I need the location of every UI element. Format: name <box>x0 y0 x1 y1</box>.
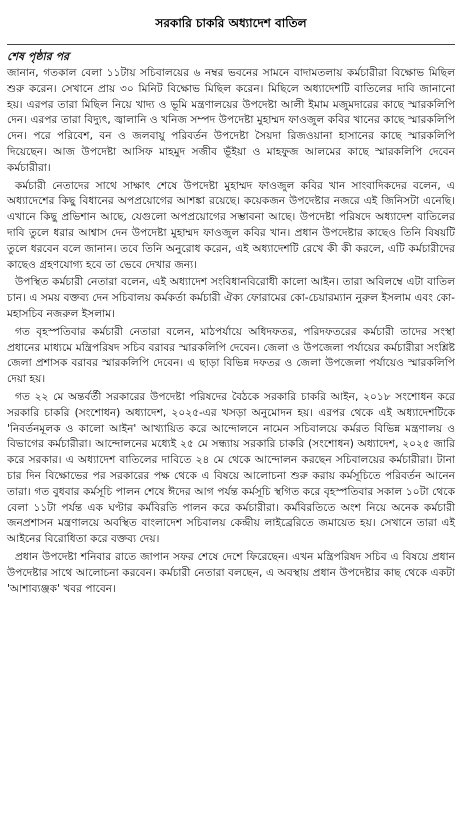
headline: সরকারি চাকরি অধ্যাদেশ বাতিল <box>155 16 307 30</box>
article-paragraph: উপস্থিত কর্মচারী নেতারা বলেন, এই অধ্যাদেশ সংবিধানবিরোধী কালো আইন। তারা অবিলম্বে এটা বাতিল চান। এ সময় বক্তব্য দেন সচিবালয় কর্মকর্তা কর্মচারী ঐক্য ফোরামের কো-চেয়ারম্যান নুরুল ইসলাম এবং কো-মহাসচিব নজরুল ইসলাম। <box>7 276 455 320</box>
headline-divider <box>7 44 455 45</box>
article-paragraph: প্রধান উপদেষ্টা শনিবার রাতে জাপান সফর শেষে দেশে ফিরেছেন। এখন মন্ত্রিপরিষদ সচিব এ বিষয়ে প্রধান উপদেষ্টার সাথে আলোচনা করবেন। কর্মচারী নেতারা বলছেন, এ অবস্থায় প্রধান উপদেষ্টার কাছ থেকে একটা 'আশাব্যঞ্জক' খবর পাবেন। <box>7 550 455 595</box>
article-paragraph: গত ২২ মে অন্তর্বর্তী সরকারের উপদেষ্টা পরিষদের বৈঠকে সরকারি চাকরি আইন, ২০১৮ সংশোধন করে সরকারি চাকরি (সংশোধন) অধ্যাদেশ, ২০২৫-এর খসড়া অনুমোদন হয়। এরপর থেকে এই অধ্যাদেশটিকে 'নিবর্তনমূলক ও কালো আইন' আখ্যায়িত করে আন্দোলনে নামেন সচিবালয়ে কর্মরত বিভিন্ন মন্ত্রণালয় ও বিভাগের কর্মচারীরা। আন্দোলনের মধ্যেই ২৫ মে সন্ধ্যায় সরকারি চাকরি (সংশোধন) অধ্যাদেশ, ২০২৫ জারি করে সরকার। এ অধ্যাদেশ বাতিলের দাবিতে ২৪ মে থেকে আন্দোলন করছেন সচিবালয়ের কর্মচারীরা। টানা চার দিন বিক্ষোভের পর সরকারের পক্ষ থেকে এ বিষয়ে আলোচনা শুরু করায় কর্মসূচিতে পরিবর্তন আনেন তারা। গত বুধবার কর্মসূচি পালন শেষে ঈদের আগ পর্যন্ত কর্মসূচি স্থগিত করে বৃহস্পতিবার সকাল ১০টা থেকে বেলা ১১টা পর্যন্ত এক ঘণ্টার কর্মবিরতি পালন করে কর্মচারীরা। কর্মবিরতিতে অংশ নিয়ে অনেক কর্মচারী জনপ্রশাসন মন্ত্রণালয়ে অবস্থিত বাংলাদেশ সচিবালয় কেন্দ্রীয় লাইব্রেরিতে জমায়েত হয়। সেখানে তারা এই আইনের বিরোধিতা করে বক্তব্য দেয়। <box>7 390 455 546</box>
article-paragraph: গত বৃহস্পতিবার কর্মচারী নেতারা বলেন, মাঠপর্যায়ে অধিদফতর, পরিদফতরের কর্মচারী তাদের সংস্থা প্রধানের মাধ্যমে মন্ত্রিপরিষদ সচিব বরাবর স্মারকলিপি দেবেন। জেলা ও উপজেলা পর্যায়ের কর্মচারীরা সংশ্লিষ্ট জেলা প্রশাসক বরাবর স্মারকলিপি দেবেন। এ ছাড়া বিভিন্ন দফতর ও জেলা উপজেলা পর্যায়েও স্মারকলিপি দেয়া হয়। <box>7 325 455 386</box>
article-body <box>7 66 455 597</box>
article-paragraph: জানান, গতকাল বেলা ১১টায় সচিবালয়ের ৬ নম্বর ভবনের সামনে বাদামতলায় কর্মচারীরা বিক্ষোভ মিছিল শুরু করেন। সেখানে প্রায় ৩০ মিনিট বিক্ষোভ মিছিল করেন। মিছিলে অধ্যাদেশটি বাতিলের দাবি জানানো হয়। এরপর তারা মিছিল নিয়ে খাদ্য ও ভূমি মন্ত্রণালয়ের উপদেষ্টা আলী ইমাম মজুমদারের কাছে স্মারকলিপি দেন। এরপর তারা বিদ্যুৎ, জ্বালানি ও খনিজ সম্পদ উপদেষ্টা মুহাম্মদ ফাওজুল কবির খানের কাছে স্মারকলিপি দেন। পরে পরিবেশ, বন ও জলবায়ু পরিবর্তন উপদেষ্টা সৈয়দা রিজওয়ানা হাসানের কাছে স্মারকলিপি দিয়েছেন। আজ উপদেষ্টা আসিফ মাহমুদ সজীব ভূঁইয়া ও মাহফুজ আলমের কাছে স্মারকলিপি দেবেন কর্মচারীরা। <box>7 67 455 174</box>
continuation-label: শেষ পৃষ্ঠার পর <box>7 50 70 63</box>
article-paragraph: কর্মচারী নেতাদের সাথে সাক্ষাৎ শেষে উপদেষ্টা মুহাম্মদ ফাওজুল কবির খান সাংবাদিকদের বলেন, এ অধ্যাদেশের কিছু বিধানের অপপ্রয়োগের আশঙ্কা রয়েছে। কয়েকজন উপদেষ্টার নজরে এই জিনিসটা এনেছি। এখানে কিছু প্রভিশান আছে, যেগুলো অপপ্রয়োগের সম্ভাবনা আছে। উপদেষ্টা পরিষদে অধ্যাদেশ বাতিলের দাবি তুলে ধরার আশ্বাস দেন উপদেষ্টা মুহাম্মদ ফাওজুল কবির খান। প্রধান উপদেষ্টার কাছেও তিনি বিষয়টি তুলে ধরবেন বলে জানান। তবে তিনি অনুরোধ করেন, এই অধ্যাদেশটি রেখে কী কী করলে, এটি কর্মচারীদের কাছেও গ্রহণযোগ্য হবে তা ভেবে দেখার জন্য। <box>7 179 455 271</box>
